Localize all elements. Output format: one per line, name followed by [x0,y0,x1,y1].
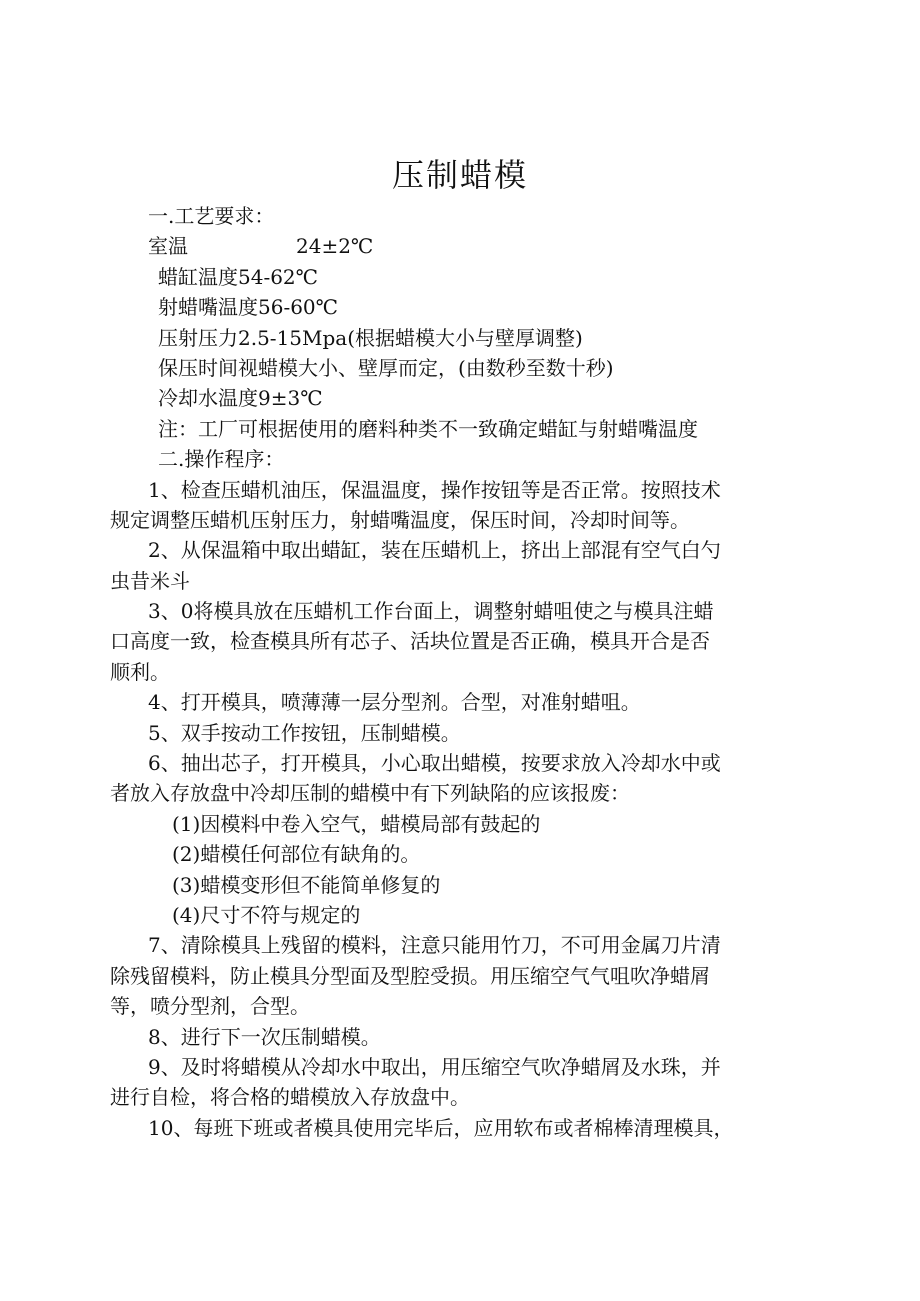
requirement-note: 注：工厂可根据使用的磨料种类不一致确定蜡缸与射蜡嘴温度 [158,416,698,441]
document-body [110,201,820,1143]
requirement-label: 室温 [148,234,188,259]
defect-item-4: (4)尺寸不符与规定的 [172,902,361,927]
step-9-line-2: 进行自检，将合格的蜡模放入存放盘中。 [110,1085,470,1110]
document-title: 压制蜡模 [391,156,528,194]
step-9-line-1: 9、及时将蜡模从冷却水中取出，用压缩空气吹净蜡屑及水珠，并 [148,1054,721,1079]
requirement-value: 24±2℃ [296,234,374,259]
step-8: 8、进行下一次压制蜡模。 [148,1024,381,1049]
requirement-cooling-water-temperature: 冷却水温度9±3℃ [158,386,323,411]
step-5: 5、双手按动工作按钮，压制蜡模。 [148,720,461,745]
requirement-injection-pressure: 压射压力2.5-15Mpa(根据蜡模大小与壁厚调整) [158,325,583,350]
step-7-line-2: 除残留模料，防止模具分型面及型腔受损。用压缩空气气咀吹净蜡屑 [110,963,710,988]
requirement-nozzle-temperature: 射蜡嘴温度56-60℃ [158,295,339,320]
step-2-line-1: 2、从保温箱中取出蜡缸，装在压蜡机上，挤出上部混有空气白勺 [148,538,721,563]
step-1-line-1: 1、检查压蜡机油压，保温温度，操作按钮等是否正常。按照技术 [148,477,721,502]
step-1-line-2: 规定调整压蜡机压射压力，射蜡嘴温度，保压时间，冷却时间等。 [110,507,690,532]
requirement-room-temperature [110,231,820,261]
step-2-line-2: 虫昔米斗 [110,568,190,593]
step-10-line-1: 10、每班下班或者模具使用完毕后，应用软布或者棉棒清理模具， [148,1115,734,1140]
requirement-holding-time: 保压时间视蜡模大小、壁厚而定，(由数秒至数十秒) [158,355,614,380]
defect-item-1: (1)因模料中卷入空气，蜡模局部有鼓起的 [172,811,541,836]
step-7-line-3: 等，喷分型剂，合型。 [110,994,310,1019]
step-3-line-2: 口高度一致，检查模具所有芯子、活块位置是否正确，模具开合是否 [110,629,710,654]
step-3-line-1: 3、0将模具放在压蜡机工作台面上，调整射蜡咀使之与模具注蜡 [148,599,714,624]
step-7-line-1: 7、清除模具上残留的模料，注意只能用竹刀，不可用金属刀片清 [148,933,721,958]
section-heading-procedure: 二.操作程序： [158,447,285,472]
step-3-line-3: 顺利。 [110,659,170,684]
step-4: 4、打开模具，喷薄薄一层分型剂。合型，对准射蜡咀。 [148,690,641,715]
section-heading-requirements: 一.工艺要求： [148,204,275,228]
defect-item-2: (2)蜡模任何部位有缺角的。 [172,842,421,867]
requirement-wax-tank-temperature: 蜡缸温度54-62℃ [158,264,319,289]
step-6-line-1: 6、抽出芯子，打开模具，小心取出蜡模，按要求放入冷却水中或 [148,751,721,776]
defect-item-3: (3)蜡模变形但不能简单修复的 [172,872,441,897]
step-6-line-2: 者放入存放盘中冷却压制的蜡模中有下列缺陷的应该报废： [110,781,630,806]
